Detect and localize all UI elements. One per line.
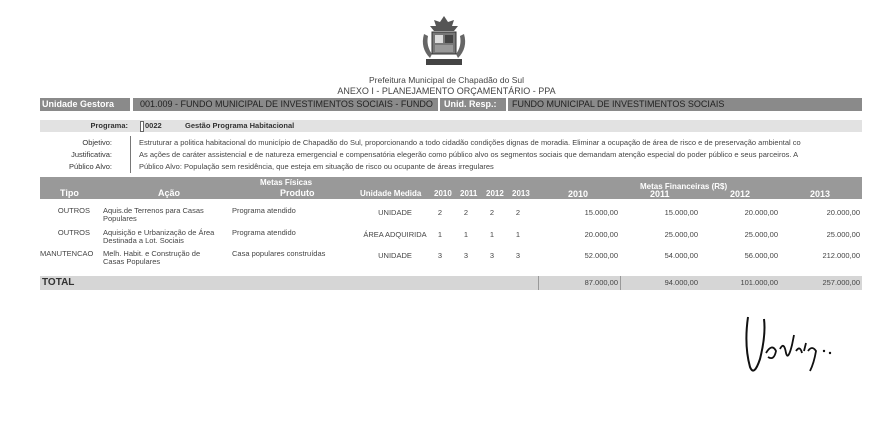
row-tipo: OUTROS: [57, 228, 90, 237]
unidade-label: Unidade Gestora: [42, 99, 115, 109]
row-qty: 3: [437, 251, 443, 260]
col-q2012: 2012: [486, 189, 504, 198]
objetivo-text: Estruturar a politica habitacional do município de Chapadão do Sul, proporcionando a todo cidadão condições dignas de moradia. Eliminar a ocupação de área de risco e de preservação ambiental co: [139, 138, 801, 147]
total-2012: 101.000,00: [740, 278, 778, 287]
col-f2010: 2010: [568, 189, 589, 199]
separator: [130, 98, 133, 111]
col-produto: Produto: [280, 188, 315, 198]
row-produto: Casa populares construídas: [232, 249, 326, 258]
row-value: 25.000,00: [826, 230, 860, 239]
row-qty: 1: [489, 230, 495, 239]
divider: [538, 276, 539, 290]
col-q2011: 2011: [460, 189, 478, 198]
row-tipo: MANUTENCAO: [40, 249, 94, 258]
row-qty: 1: [515, 230, 521, 239]
publico-label: Público Alvo:: [69, 162, 112, 171]
row-value: 25.000,00: [664, 230, 698, 239]
row-qty: 2: [437, 208, 443, 217]
row-value: 212.000,00: [822, 251, 860, 260]
row-acao: Aquisição e Urbanização de Área: [103, 228, 215, 237]
separator: [438, 98, 440, 111]
total-2010: 87.000,00: [584, 278, 618, 287]
unidade-value: 001.009 - FUNDO MUNICIPAL DE INVESTIMENTOS SOCIAIS - FUNDO: [140, 99, 433, 109]
justificativa-label: Justificativa:: [71, 150, 112, 159]
row-qty: 2: [463, 208, 469, 217]
document-title: ANEXO I - PLANEJAMENTO ORÇAMENTÁRIO - PPA: [337, 86, 556, 96]
divider: [130, 136, 131, 173]
col-f2013: 2013: [810, 189, 831, 199]
row-unidade: ÁREA ADQUIRIDA: [363, 230, 427, 239]
row-qty: 1: [437, 230, 443, 239]
row-acao: Melh. Habit. e Construção de: [103, 249, 201, 258]
col-q2010: 2010: [434, 189, 452, 198]
row-acao-cont: Casas Populares: [103, 257, 161, 266]
row-value: 56.000,00: [744, 251, 778, 260]
row-value: 25.000,00: [744, 230, 778, 239]
total-label: TOTAL: [42, 277, 75, 288]
row-unidade: UNIDADE: [378, 208, 412, 217]
row-value: 20.000,00: [744, 208, 778, 217]
objetivo-label: Objetivo:: [82, 138, 112, 147]
row-qty: 3: [489, 251, 495, 260]
programa-name: Gestão Programa Habitacional: [185, 121, 295, 130]
separator: [506, 98, 508, 111]
metas-fisicas-header: Metas Físicas: [260, 178, 313, 187]
row-value: 54.000,00: [664, 251, 698, 260]
row-value: 15.000,00: [664, 208, 698, 217]
signature: [740, 305, 840, 385]
unid-resp-value: FUNDO MUNICIPAL DE INVESTIMENTOS SOCIAIS: [512, 99, 725, 109]
col-acao: Ação: [158, 188, 181, 198]
row-produto: Programa atendido: [232, 228, 296, 237]
row-acao: Aquis.de Terrenos para Casas: [103, 206, 204, 215]
publico-text: Público Alvo: População sem residência, que esteja em situação de risco ou ocupante de áreas irregulares: [139, 162, 494, 171]
total-2013: 257.000,00: [822, 278, 860, 287]
row-value: 20.000,00: [826, 208, 860, 217]
unidade-gestora-bar: [40, 98, 862, 111]
col-tipo: Tipo: [60, 188, 79, 198]
row-value: 15.000,00: [584, 208, 618, 217]
programa-label: Programa:: [90, 121, 128, 130]
col-f2011: 2011: [650, 189, 670, 199]
row-qty: 1: [463, 230, 469, 239]
col-f2012: 2012: [730, 189, 751, 199]
row-tipo: OUTROS: [57, 206, 90, 215]
total-row: [40, 276, 862, 290]
total-2011: 94.000,00: [664, 278, 698, 287]
metas-financeiras-header: Metas Financeiras (R$): [640, 182, 728, 191]
col-unidade: Unidade Medida: [360, 189, 422, 198]
row-qty: 3: [463, 251, 469, 260]
row-acao-cont: Populares: [103, 214, 137, 223]
row-qty: 3: [515, 251, 521, 260]
separator: [140, 121, 144, 132]
programa-code: 0022: [145, 121, 162, 130]
row-qty: 2: [515, 208, 521, 217]
row-qty: 2: [489, 208, 495, 217]
col-q2013: 2013: [512, 189, 530, 198]
unid-resp-label: Unid. Resp.:: [444, 99, 497, 109]
row-produto: Programa atendido: [232, 206, 296, 215]
row-acao-cont: Destinada a Lot. Sociais: [103, 236, 184, 245]
justificativa-text: As ações de caráter assistencial e de natureza emergencial e compensatória elegerão como público alvo os segmentos sociais que demandam atenção especial do poder público e seus parceiros. A: [139, 150, 799, 159]
table-header: [40, 177, 862, 199]
row-value: 20.000,00: [584, 230, 618, 239]
row-unidade: UNIDADE: [378, 251, 412, 260]
municipal-crest-icon: [418, 14, 470, 70]
programa-bar: [40, 120, 862, 132]
org-name: Prefeitura Municipal de Chapadão do Sul: [369, 75, 524, 85]
row-value: 52.000,00: [584, 251, 618, 260]
